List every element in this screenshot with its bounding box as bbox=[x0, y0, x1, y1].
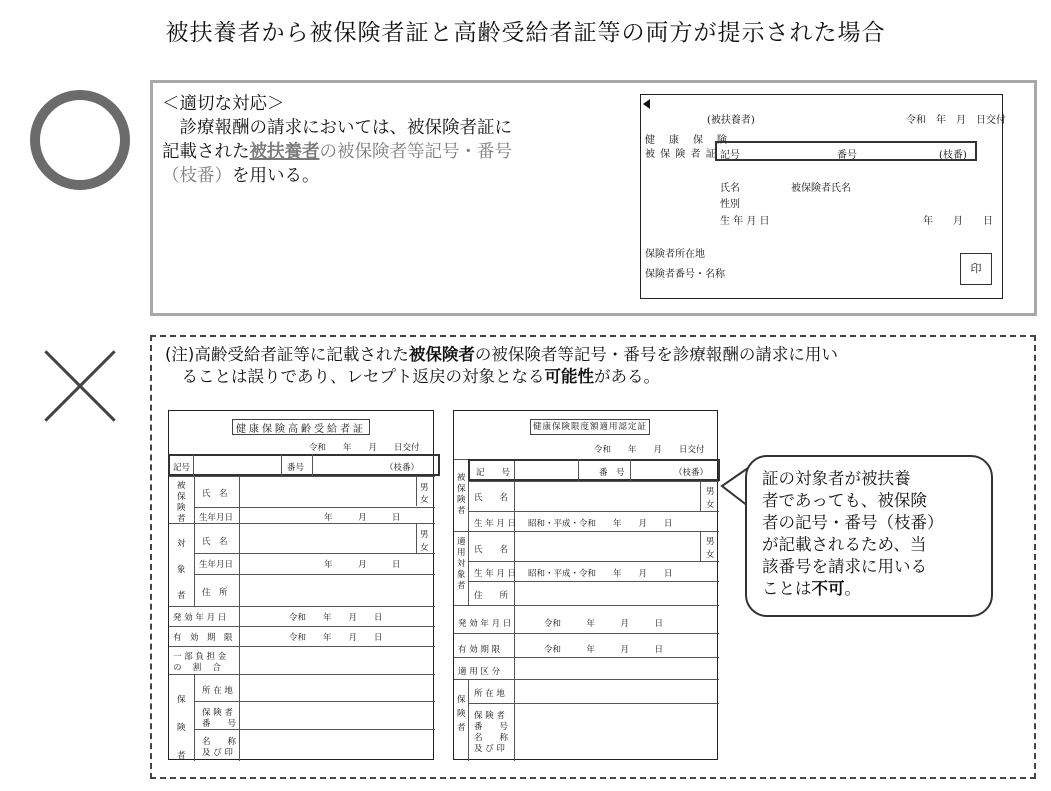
form2-insurer-no-2: 番 号 bbox=[202, 719, 237, 729]
form3-hokensha: 保 険 者 bbox=[457, 695, 466, 733]
card-name-label: 氏名 bbox=[720, 183, 740, 194]
callout-line1: 証の対象者が被扶養 bbox=[762, 469, 911, 488]
form2-ratio-2: の 割 合 bbox=[173, 663, 221, 673]
note-mid: の被保険者等記号・番号を診療報酬の請求に用い bbox=[474, 345, 838, 364]
card-birth: 生 年 月 日 bbox=[720, 216, 770, 227]
proper-line1: 診療報酬の請求においては、被保険者証に bbox=[162, 118, 512, 138]
form3-issued: 令和 年 月 日交付 bbox=[594, 445, 705, 455]
form2-male2: 男 bbox=[420, 530, 429, 540]
insurance-card-sample bbox=[640, 94, 1006, 299]
form2-male: 男 bbox=[420, 483, 429, 493]
form3-edaban: （枝番） bbox=[674, 468, 709, 478]
form2-title: 健康保険高齢受給者証 bbox=[232, 419, 370, 435]
form3-birth: 生 年 月 日 bbox=[474, 519, 517, 529]
proper-line2-pre: 記載された bbox=[162, 142, 250, 162]
form3-issue-date: 発 効 年 月 日 bbox=[458, 619, 512, 629]
form3-insurer-1: 保 険 者 bbox=[474, 711, 505, 721]
callout-line6-post: 。 bbox=[844, 579, 861, 598]
triangle-left-icon bbox=[643, 99, 650, 109]
correct-circle-icon bbox=[30, 90, 130, 190]
form2-insurer-name-1: 名 称 bbox=[202, 737, 237, 747]
form2-edaban: （枝番） bbox=[385, 463, 420, 473]
form3-address: 住 所 bbox=[474, 591, 509, 601]
form3-insurer-2: 番 号 bbox=[474, 722, 509, 732]
card-edaban: (枝番) bbox=[939, 150, 967, 161]
form2-location: 所 在 地 bbox=[202, 686, 233, 696]
form2-insurer-no-1: 保 険 者 bbox=[202, 708, 233, 718]
form2-birth: 生年月日 bbox=[199, 513, 234, 523]
form2-hihoken: 被 保 険 者 bbox=[177, 481, 186, 524]
form3-expiry: 有 効 期 限 bbox=[458, 645, 501, 655]
form3-female2: 女 bbox=[706, 550, 715, 560]
card-issued: 令和 年 月 日交付 bbox=[906, 115, 1006, 126]
limit-certificate-form bbox=[453, 410, 718, 760]
form2-bangou: 番号 bbox=[287, 463, 305, 473]
proper-line3-a: （枝番） bbox=[162, 166, 232, 186]
proper-response-text bbox=[162, 92, 602, 188]
form2-kigou: 記号 bbox=[173, 463, 191, 473]
form2-name: 氏 名 bbox=[202, 489, 228, 499]
form3-expiry-val: 令和 年 月 日 bbox=[544, 645, 664, 655]
note-line2-post: がある。 bbox=[594, 367, 660, 386]
card-address: 保険者所在地 bbox=[645, 249, 705, 260]
form2-address: 住 所 bbox=[202, 588, 228, 598]
form3-male2: 男 bbox=[706, 537, 715, 547]
form2-issued: 令和 年 月 日交付 bbox=[309, 443, 420, 453]
warning-note bbox=[165, 344, 1025, 388]
proper-line3: を用いる。 bbox=[232, 166, 320, 186]
form3-insurer-3: 名 称 bbox=[474, 733, 509, 743]
callout-line5: 該番号を請求に用いる bbox=[762, 557, 927, 576]
card-dependent: (被扶養者) bbox=[707, 115, 755, 126]
page-title: 被扶養者から被保険者証と高齢受給者証等の両方が提示された場合 bbox=[165, 20, 886, 46]
card-insurer-no: 保険者番号・名称 bbox=[645, 269, 725, 280]
card-kigou: 記号 bbox=[720, 150, 740, 161]
callout-text bbox=[762, 468, 984, 600]
form2-issue-date: 発 効 年 月 日 bbox=[173, 613, 227, 623]
form3-tekiyo: 適 用 対 象 者 bbox=[457, 537, 466, 591]
form3-birth-val: 昭和・平成・令和 年 月 日 bbox=[528, 519, 673, 529]
proper-heading: ＜適切な対応＞ bbox=[162, 94, 285, 114]
form3-male: 男 bbox=[706, 487, 715, 497]
card-kind-1: 健 康 保 険 bbox=[645, 135, 729, 146]
callout-line6-pre: ことは bbox=[762, 579, 812, 598]
form3-female: 女 bbox=[706, 500, 715, 510]
note-emphasis: 被保険者 bbox=[408, 345, 475, 364]
form2-name2: 氏 名 bbox=[202, 537, 228, 547]
note-line2-pre: ることは誤りであり、レセプト返戻の対象となる bbox=[165, 367, 545, 386]
elderly-certificate-form bbox=[168, 410, 434, 760]
form3-category: 適 用 区 分 bbox=[458, 667, 501, 677]
form3-hihoken: 被 保 険 者 bbox=[457, 473, 466, 516]
card-birth-ymd: 年 月 日 bbox=[923, 216, 993, 227]
callout-line3: 者の記号・番号（枝番） bbox=[762, 513, 944, 532]
form3-name: 氏 名 bbox=[474, 493, 509, 503]
proper-emphasis: 被扶養者 bbox=[249, 142, 320, 162]
card-kind-2: 被 保 険 者 証 bbox=[645, 149, 717, 160]
note-pre: (注)高齢受給者証等に記載された bbox=[165, 345, 409, 364]
callout-line2: 者であっても、被保険 bbox=[762, 491, 927, 510]
card-bangou: 番号 bbox=[837, 150, 857, 161]
card-insured-name: 被保険者氏名 bbox=[791, 183, 851, 194]
form3-name2: 氏 名 bbox=[474, 545, 509, 555]
form2-hokensha: 保 険 者 bbox=[177, 695, 186, 761]
form3-birth-val2: 昭和・平成・令和 年 月 日 bbox=[528, 569, 673, 579]
form2-female: 女 bbox=[420, 495, 429, 505]
form3-location: 所 在 地 bbox=[474, 689, 505, 699]
callout-line4: が記載されるため、当 bbox=[762, 535, 927, 554]
card-sex: 性別 bbox=[720, 199, 740, 210]
form2-ymd2: 年 月 日 bbox=[324, 560, 401, 570]
form2-ratio-1: 一 部 負 担 金 bbox=[173, 652, 227, 662]
form2-expiry: 有 効 期 限 bbox=[173, 633, 233, 643]
form2-expiry-val: 令和 年 月 日 bbox=[289, 633, 383, 643]
note-line2-em: 可能性 bbox=[544, 367, 594, 386]
form2-insurer-name-2: 及 び 印 bbox=[202, 748, 233, 758]
form2-taisho: 対 象 者 bbox=[177, 539, 186, 601]
form3-issue-val: 令和 年 月 日 bbox=[544, 619, 664, 629]
callout-emphasis: 不可 bbox=[811, 579, 845, 598]
seal-stamp: 印 bbox=[960, 253, 992, 285]
form3-bangou: 番 号 bbox=[599, 468, 625, 478]
proper-line2-post: の被保険者等記号・番号 bbox=[319, 142, 512, 162]
form3-kigou: 記 号 bbox=[476, 468, 511, 478]
form2-birth2: 生年月日 bbox=[199, 560, 234, 570]
form3-birth2: 生 年 月 日 bbox=[474, 569, 517, 579]
form2-ymd: 年 月 日 bbox=[324, 513, 401, 523]
form2-issue-val: 令和 年 月 日 bbox=[289, 613, 383, 623]
form3-insurer-4: 及 び 印 bbox=[474, 744, 505, 754]
form3-title: 健康保険限度額適用認定証 bbox=[530, 419, 650, 435]
form2-female2: 女 bbox=[420, 543, 429, 553]
wrong-cross-icon bbox=[44, 350, 116, 422]
